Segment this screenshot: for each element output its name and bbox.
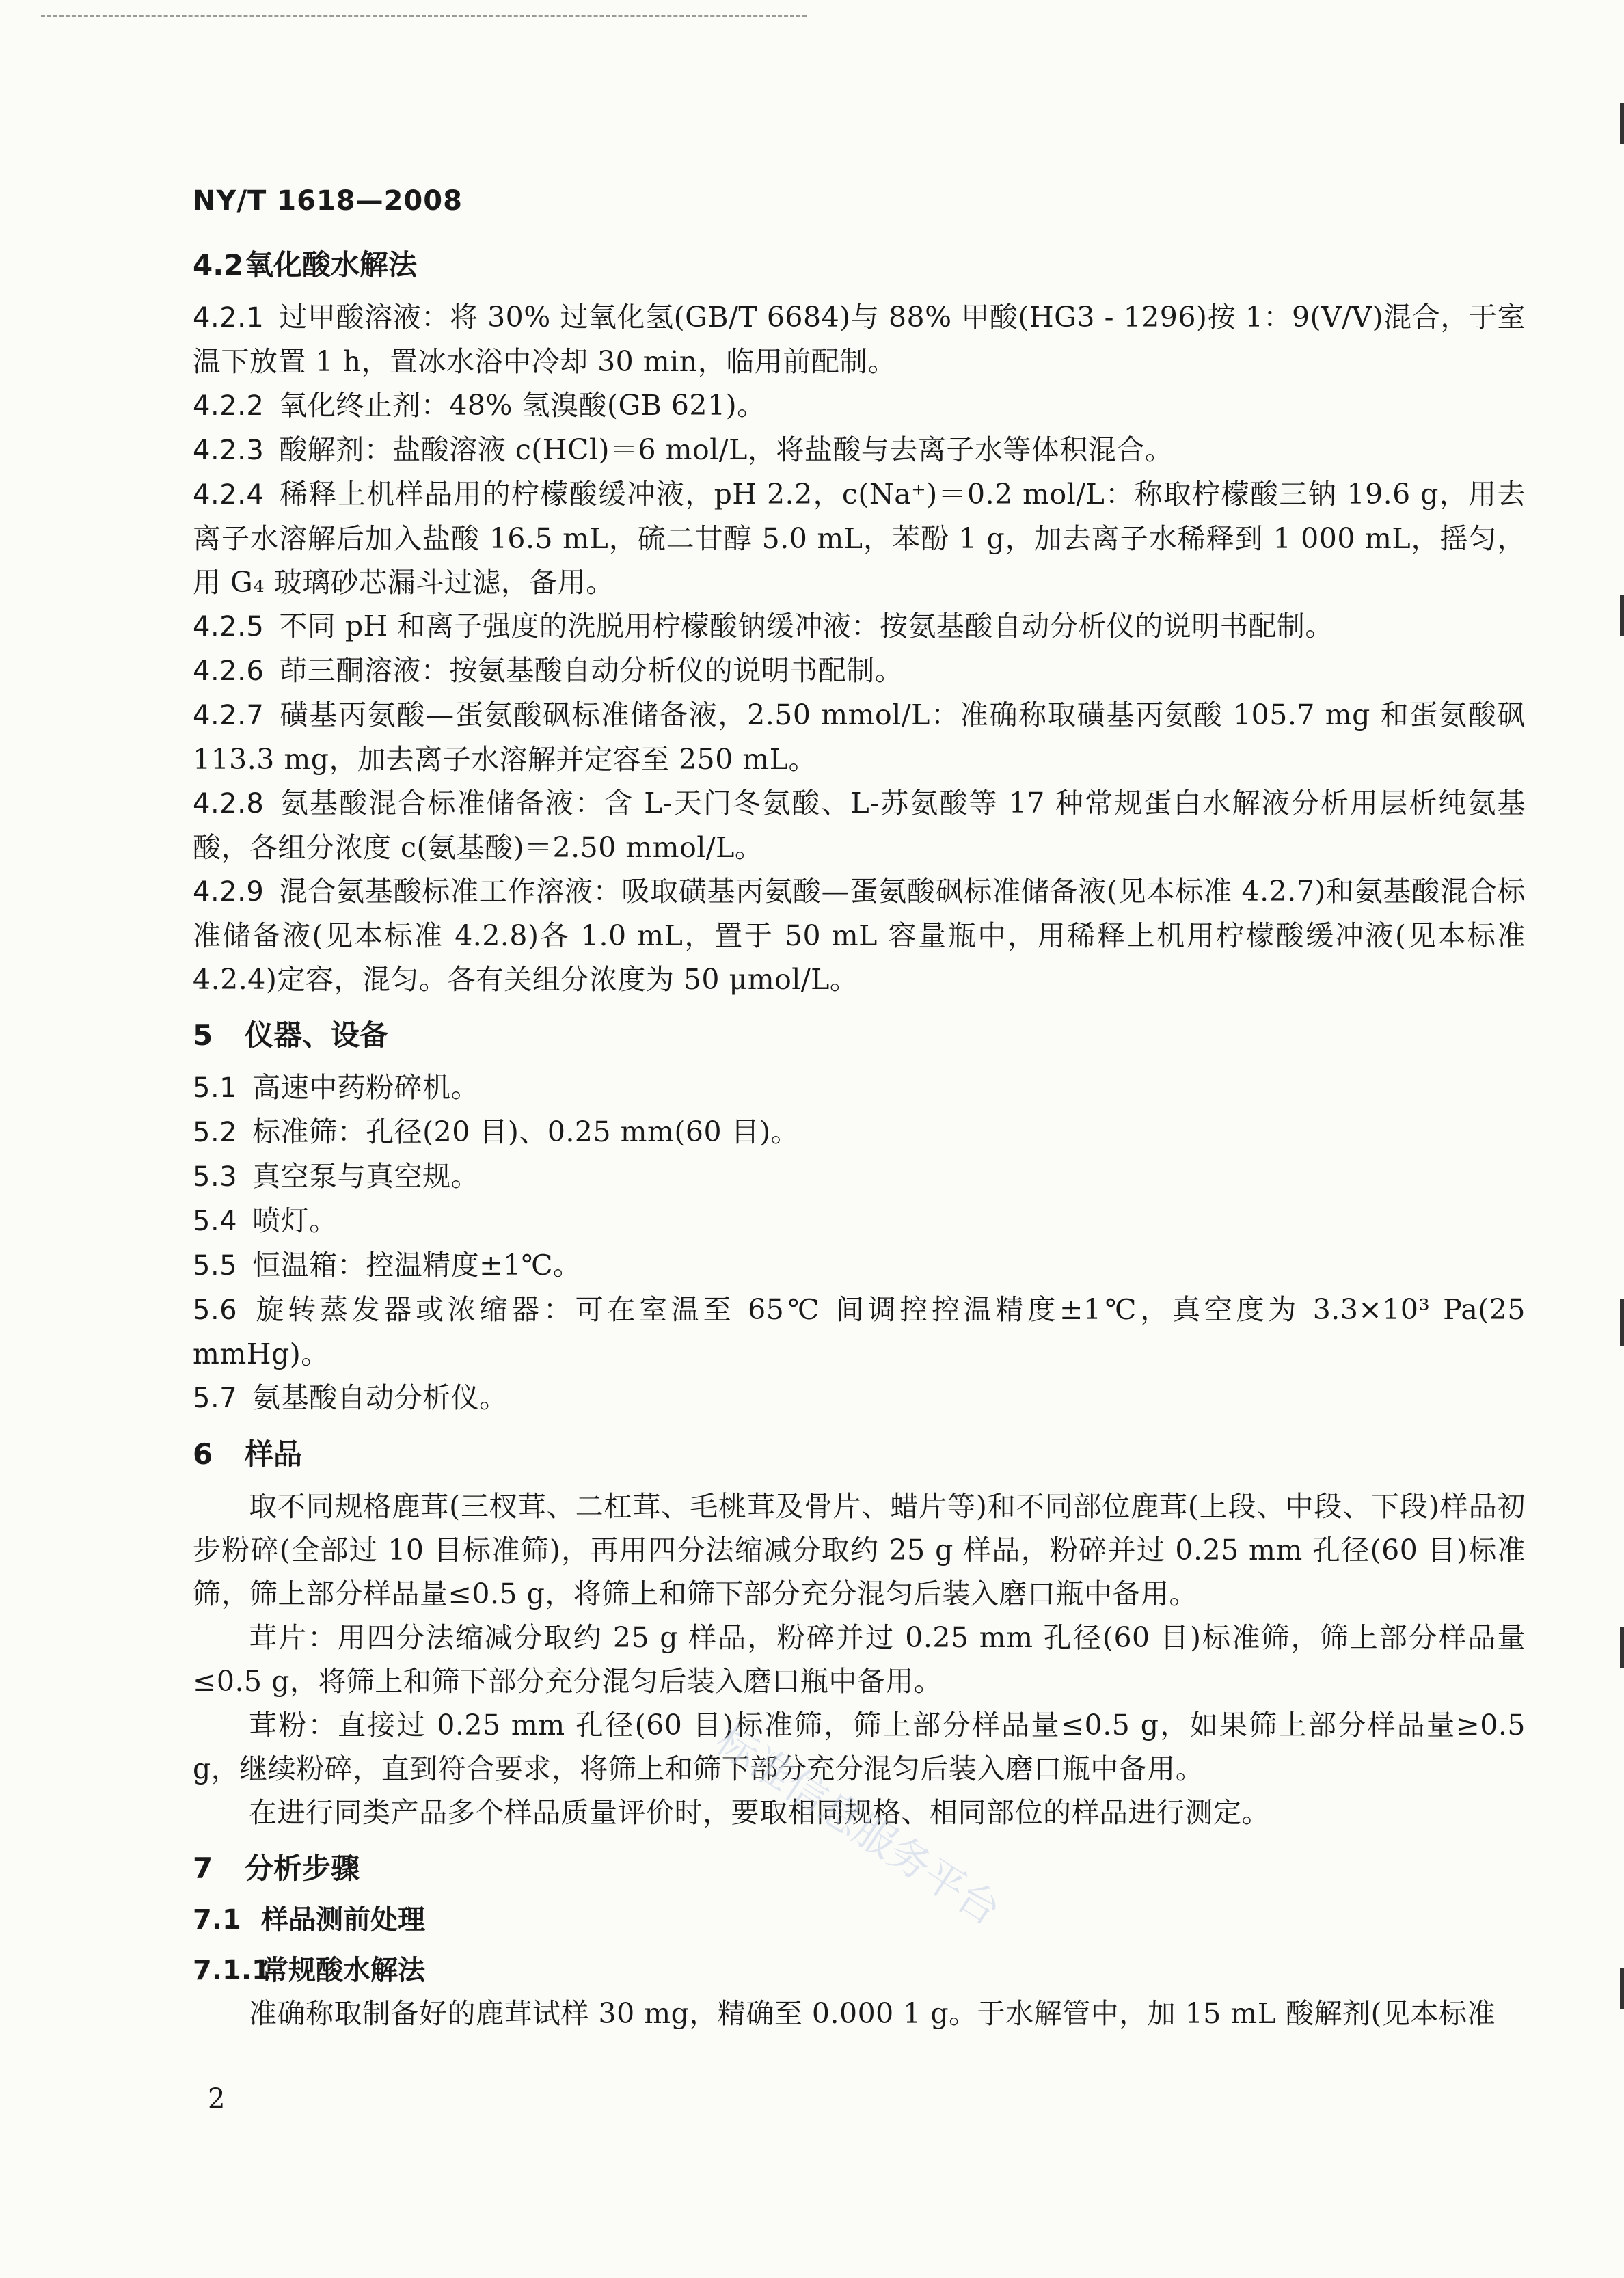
clause-item — [193, 428, 1526, 472]
clause-text: 恒温箱：控温精度±1℃。 — [252, 1249, 582, 1282]
scan-edge-mark — [1620, 1627, 1624, 1668]
section-heading — [193, 243, 1526, 287]
clause-item — [193, 472, 1526, 604]
scan-edge-mark — [1620, 1299, 1624, 1346]
clause-item — [193, 869, 1526, 1001]
clause-number: 5.5 — [193, 1250, 238, 1282]
clause-text: 磺基丙氨酸—蛋氨酸砜标准储备液，2.50 mmol/L：准确称取磺基丙氨酸 105.7 mg 和蛋氨酸砜 113.3 mg，加去离子水溶解并定容至 250 mL。 — [193, 699, 1526, 776]
clause-text: 标准筛：孔径(20 目)、0.25 mm(60 目)。 — [252, 1115, 800, 1148]
clause-number: 4.2.7 — [193, 700, 265, 731]
clause-text: 高速中药粉碎机。 — [252, 1071, 480, 1104]
heading-number: 7.1.1 — [193, 1955, 271, 1986]
clause-item — [193, 1199, 1526, 1243]
clause-item — [193, 1154, 1526, 1199]
clause-text: 稀释上机样品用的柠檬酸缓冲液，pH 2.2，c(Na⁺)＝0.2 mol/L：称取柠檬酸三钠 19.6 g，用去离子水溶解后加入盐酸 16.5 mL，硫二甘醇 5.0 mL，苯酚 1 g，加去离子水稀释到 1 000 mL，摇匀，用 G₄ 玻璃砂芯漏斗过滤，备用。 — [193, 478, 1526, 599]
clause-text: 氨基酸自动分析仪。 — [252, 1381, 508, 1414]
clause-number: 4.2.5 — [193, 611, 265, 642]
clause-text: 旋转蒸发器或浓缩器：可在室温至 65℃ 间调控控温精度±1℃，真空度为 3.3×10³ Pa(25 mmHg)。 — [193, 1293, 1526, 1370]
clause-text: 过甲酸溶液：将 30% 过氧化氢(GB/T 6684)与 88% 甲酸(HG3 - 1296)按 1：9(V/V)混合，于室温下放置 1 h，置冰水浴中冷却 30 min，临用前配制。 — [193, 301, 1526, 378]
standard-number-header: NY/T 1618—2008 — [193, 185, 463, 217]
watermark: 标准信息服务平台 — [707, 1716, 1009, 1936]
clause-number: 4.2.6 — [193, 655, 265, 687]
paragraph: 取不同规格鹿茸(三杈茸、二杠茸、毛桃茸及骨片、蜡片等)和不同部位鹿茸(上段、中段、下段)样品初步粉碎(全部过 10 目标准筛)，再用四分法缩减分取约 25 g 样品，粉碎并过 0.25 mm 孔径(60 目)标准筛，筛上部分样品量≤0.5 g，将筛上和筛下部分充分混匀后装入磨口瓶中备用。 — [193, 1490, 1526, 1610]
clause-number: 5.1 — [193, 1072, 238, 1104]
clause-item — [193, 1066, 1526, 1110]
section-heading — [193, 1014, 1526, 1057]
heading-number: 5 — [193, 1018, 213, 1052]
clause-number: 5.4 — [193, 1206, 238, 1237]
clause-text: 真空泵与真空规。 — [252, 1160, 480, 1193]
clause-number: 4.2.4 — [193, 479, 265, 511]
clause-number: 4.2.9 — [193, 876, 265, 908]
heading-number: 4.2 — [193, 248, 244, 282]
paragraph: 茸片：用四分法缩减分取约 25 g 样品，粉碎并过 0.25 mm 孔径(60 目)标准筛，筛上部分样品量≤0.5 g，将筛上和筛下部分充分混匀后装入磨口瓶中备用。 — [193, 1621, 1526, 1698]
clause-text: 氧化终止剂：48% 氢溴酸(GB 621)。 — [279, 389, 766, 422]
clause-item — [193, 1243, 1526, 1288]
clause-item — [193, 604, 1526, 649]
scan-edge-mark — [1620, 103, 1624, 144]
heading-title: 氧化酸水解法 — [245, 248, 418, 282]
clause-item — [193, 693, 1526, 781]
document-page — [193, 0, 1526, 2278]
clause-text: 氨基酸混合标准储备液：含 L-天门冬氨酸、L-苏氨酸等 17 种常规蛋白水解液分析用层析纯氨基酸，各组分浓度 c(氨基酸)＝2.50 mmol/L。 — [193, 787, 1526, 864]
clause-number: 4.2.3 — [193, 435, 265, 466]
clause-item — [193, 1110, 1526, 1154]
clause-text: 喷灯。 — [252, 1204, 338, 1237]
clause-number: 5.3 — [193, 1161, 238, 1193]
clause-item — [193, 295, 1526, 383]
clause-text: 酸解剂：盐酸溶液 c(HCl)＝6 mol/L，将盐酸与去离子水等体积混合。 — [279, 433, 1174, 466]
scan-edge-mark — [1620, 1968, 1624, 2009]
scan-edge-mark — [1620, 595, 1624, 636]
section-heading — [193, 1433, 1526, 1476]
heading-title: 常规酸水解法 — [261, 1955, 425, 1986]
clause-text: 不同 pH 和离子强度的洗脱用柠檬酸钠缓冲液：按氨基酸自动分析仪的说明书配制。 — [279, 610, 1334, 642]
clause-number: 5.7 — [193, 1383, 238, 1414]
clause-number: 4.2.8 — [193, 788, 265, 819]
clause-number: 5.6 — [193, 1294, 238, 1326]
heading-title: 分析步骤 — [245, 1852, 360, 1885]
subsection-heading — [193, 1949, 1526, 1992]
clause-item — [193, 1376, 1526, 1420]
clause-item — [193, 781, 1526, 869]
clause-item — [193, 383, 1526, 428]
heading-number: 7.1 — [193, 1904, 241, 1936]
heading-number: 7 — [193, 1852, 213, 1885]
paragraph: 在进行同类产品多个样品质量评价时，要取相同规格、相同部位的样品进行测定。 — [249, 1796, 1270, 1829]
paragraph: 茸粉：直接过 0.25 mm 孔径(60 目)标准筛，筛上部分样品量≤0.5 g，如果筛上部分样品量≥0.5 g，继续粉碎，直到符合要求，将筛上和筛下部分充分混匀后装入磨口瓶中备用。 — [193, 1709, 1526, 1785]
clause-number: 4.2.2 — [193, 390, 265, 422]
heading-title: 仪器、设备 — [245, 1018, 389, 1052]
heading-number: 6 — [193, 1437, 213, 1471]
heading-title: 样品测前处理 — [261, 1904, 425, 1936]
page-number: 2 — [208, 2083, 226, 2115]
clause-text: 茚三酮溶液：按氨基酸自动分析仪的说明书配制。 — [279, 654, 904, 687]
clause-number: 4.2.1 — [193, 302, 265, 334]
document-body — [193, 231, 1526, 2035]
subsection-heading — [193, 1899, 1526, 1941]
clause-item — [193, 1288, 1526, 1376]
clause-number: 5.2 — [193, 1117, 238, 1148]
heading-title: 样品 — [245, 1437, 303, 1471]
clause-item — [193, 649, 1526, 693]
clause-text: 混合氨基酸标准工作溶液：吸取磺基丙氨酸—蛋氨酸砜标准储备液(见本标准 4.2.7)和氨基酸混合标准储备液(见本标准 4.2.8)各 1.0 mL，置于 50 mL 容量瓶中，用稀释上机用柠檬酸缓冲液(见本标准 4.2.4)定容，混匀。各有关组分浓度为 50 μmol/L。 — [193, 875, 1526, 996]
paragraph: 准确称取制备好的鹿茸试样 30 mg，精确至 0.000 1 g。于水解管中，加 15 mL 酸解剂(见本标准 — [249, 1997, 1496, 2030]
